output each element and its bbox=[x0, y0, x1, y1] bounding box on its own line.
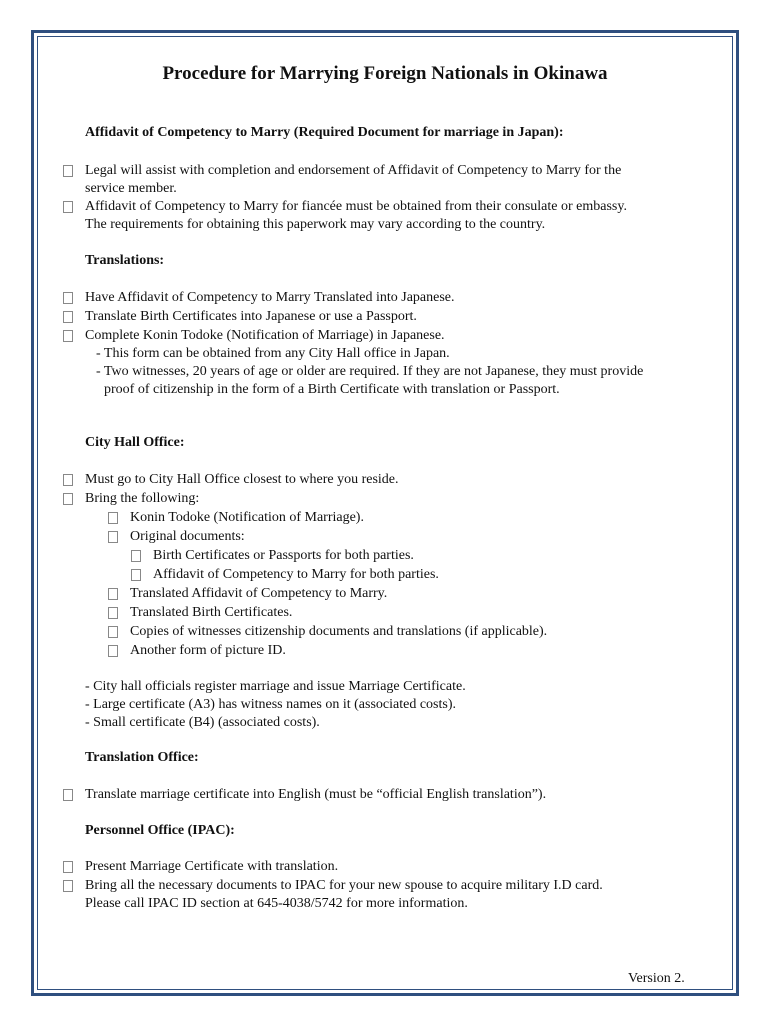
translations-item-2: Translate Birth Certificates into Japanese or use a Passport. bbox=[85, 309, 417, 324]
bullet-box-icon bbox=[108, 626, 118, 638]
translations-note-2-line-2: proof of citizenship in the form of a Birth Certificate with translation or Passport. bbox=[104, 382, 560, 397]
city-hall-note-2: - Large certificate (A3) has witness names on it (associated costs). bbox=[85, 697, 456, 712]
affidavit-item-2-line-1: Affidavit of Competency to Marry for fiancée must be obtained from their consulate or embassy. bbox=[85, 199, 627, 214]
city-hall-sub-5: Copies of witnesses citizenship documents and translations (if applicable). bbox=[130, 624, 548, 639]
bullet-box-icon bbox=[63, 165, 73, 177]
translations-note-1: - This form can be obtained from any City Hall office in Japan. bbox=[96, 346, 450, 361]
bullet-box-icon bbox=[131, 569, 141, 581]
city-hall-note-3: - Small certificate (B4) (associated costs). bbox=[85, 715, 320, 730]
affidavit-item-2-line-2: The requirements for obtaining this paperwork may vary according to the country. bbox=[85, 217, 546, 232]
bullet-box-icon bbox=[63, 330, 73, 342]
bullet-box-icon bbox=[63, 201, 73, 213]
translations-item-3: Complete Konin Todoke (Notification of Marriage) in Japanese. bbox=[85, 328, 445, 343]
city-hall-sub-3: Translated Affidavit of Competency to Marry. bbox=[130, 586, 388, 601]
bullet-box-icon bbox=[108, 607, 118, 619]
document-title: Procedure for Marrying Foreign Nationals in Okinawa bbox=[162, 63, 608, 84]
bullet-box-icon bbox=[63, 292, 73, 304]
bullet-box-icon bbox=[108, 645, 118, 657]
city-hall-sub-1: Konin Todoke (Notification of Marriage). bbox=[130, 510, 364, 525]
city-hall-item-1: Must go to City Hall Office closest to where you reside. bbox=[85, 472, 399, 487]
bullet-box-icon bbox=[108, 531, 118, 543]
bullet-box-icon bbox=[108, 588, 118, 600]
city-hall-sub-2: Original documents: bbox=[130, 529, 245, 544]
bullet-box-icon bbox=[63, 880, 73, 892]
translation-office-heading: Translation Office: bbox=[85, 750, 199, 765]
city-hall-sub-6: Another form of picture ID. bbox=[130, 643, 286, 658]
bullet-box-icon bbox=[63, 493, 73, 505]
translations-heading: Translations: bbox=[85, 253, 165, 268]
translations-note-2-line-1: - Two witnesses, 20 years of age or older are required. If they are not Japanese, they must provide bbox=[96, 364, 644, 379]
city-hall-sub-4: Translated Birth Certificates. bbox=[130, 605, 293, 620]
city-hall-note-1: - City hall officials register marriage and issue Marriage Certificate. bbox=[85, 679, 466, 694]
personnel-office-item-2-line-2: Please call IPAC ID section at 645-4038/5742 for more information. bbox=[85, 896, 468, 911]
affidavit-item-1-line-1: Legal will assist with completion and endorsement of Affidavit of Competency to Marry for the bbox=[85, 163, 622, 178]
bullet-box-icon bbox=[131, 550, 141, 562]
city-hall-heading: City Hall Office: bbox=[85, 435, 185, 450]
personnel-office-item-1: Present Marriage Certificate with translation. bbox=[85, 859, 339, 874]
bullet-box-icon bbox=[63, 474, 73, 486]
city-hall-subsub-2: Affidavit of Competency to Marry for both parties. bbox=[153, 567, 439, 582]
bullet-box-icon bbox=[63, 311, 73, 323]
affidavit-heading: Affidavit of Competency to Marry (Required Document for marriage in Japan): bbox=[85, 125, 564, 140]
bullet-box-icon bbox=[108, 512, 118, 524]
personnel-office-item-2-line-1: Bring all the necessary documents to IPAC for your new spouse to acquire military I.D card. bbox=[85, 878, 603, 893]
version-label: Version 2. bbox=[628, 971, 685, 986]
affidavit-item-1-line-2: service member. bbox=[85, 181, 177, 196]
city-hall-item-2: Bring the following: bbox=[85, 491, 200, 506]
city-hall-subsub-1: Birth Certificates or Passports for both parties. bbox=[153, 548, 414, 563]
personnel-office-heading: Personnel Office (IPAC): bbox=[85, 823, 235, 838]
translation-office-item-1: Translate marriage certificate into English (must be “official English translation”). bbox=[85, 787, 547, 802]
bullet-box-icon bbox=[63, 789, 73, 801]
translations-item-1: Have Affidavit of Competency to Marry Translated into Japanese. bbox=[85, 290, 455, 305]
bullet-box-icon bbox=[63, 861, 73, 873]
